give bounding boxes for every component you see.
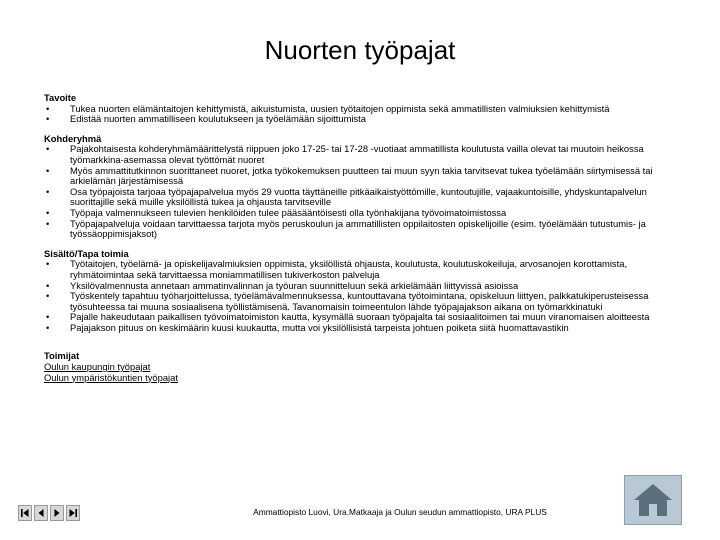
list-item-text: Edistää nuorten ammatilliseen koulutukseen ja työelämään sijoittumista [70, 113, 366, 125]
list-item [44, 166, 684, 187]
bullet-icon: • [46, 217, 50, 229]
section-heading: Toimijat [44, 350, 80, 362]
last-slide-button[interactable] [66, 505, 80, 521]
bullet-icon: • [46, 185, 50, 197]
list-item [44, 208, 684, 219]
previous-slide-button[interactable] [34, 505, 48, 521]
bullet-icon: • [46, 290, 50, 302]
previous-slide-icon [36, 508, 46, 518]
list-item [44, 219, 684, 240]
list-item-text: Tukea nuorten elämäntaitojen kehittymistä, aikuistumista, uusien työtaitojen oppimista sekä ammatillisten valmiuksien kehittymistä [70, 102, 610, 114]
section-heading: Tavoite [44, 92, 77, 103]
list-item-text: Pajajakson pituus on keskimäärin kuusi kuukautta, mutta voi yksilöllisistä tarpeista johtuen poiketa siitä huomattavastikin [70, 321, 569, 333]
list-item [44, 323, 684, 334]
list-item [44, 259, 684, 280]
slide-title: Nuorten työpajat [264, 35, 456, 65]
link-oulun-ymparistokuntien-tyopajat[interactable]: Oulun ympäristökuntien työpajat [44, 371, 178, 383]
section-tavoite [44, 93, 684, 125]
list-item [44, 187, 684, 208]
list-item-text: Työpaja valmennukseen tulevien henkilöiden tulee pääsääntöisesti olla työnhakijana työvoimatoimistossa [70, 206, 507, 218]
list-item-text: Työpajapalveluja voidaan tarvittaessa tarjota myös peruskoulun ja ammatillisten oppilaitosten opiskelijoille (esim. työelämään tutustumis- ja työssäoppimisjaksot) [70, 217, 646, 240]
home-button[interactable] [624, 475, 682, 525]
bullet-icon: • [46, 258, 50, 270]
bullet-icon: • [46, 321, 50, 333]
first-slide-button[interactable] [18, 505, 32, 521]
list-item-text: Myös ammattitutkinnon suorittaneet nuoret, jotka työkokemuksen puutteen tai muun syyn takia tarvitsevat tukea työelämään siirtymisessä tai arkielämän järjestämisessä [70, 164, 653, 187]
first-slide-icon [20, 508, 30, 518]
bullet-icon: • [46, 143, 50, 155]
bullet-icon: • [46, 206, 50, 218]
home-icon [632, 481, 674, 519]
section-heading: Kohderyhmä [44, 132, 102, 144]
bullet-icon: • [46, 311, 50, 323]
section-toimijat [44, 351, 684, 383]
list-item-text: Pajalle hakeudutaan paikallisen työvoimatoimiston kautta, kysymällä suoraan työpajalta tai sosiaalitoimen tai muun viranomaisen aloitteesta [70, 311, 650, 323]
list-item [44, 144, 684, 165]
section-kohderyhma [44, 134, 684, 240]
slide-content [44, 93, 684, 392]
link-oulun-kaupungin-tyopajat[interactable]: Oulun kaupungin työpajat [44, 361, 151, 373]
section-heading: Sisältö/Tapa toimia [44, 247, 129, 259]
list-item-text: Pajakohtaisesta kohderyhmämäärittelystä riippuen joko 17-25- tai 17-28 -vuotiaat ammatillista koulutusta vailla olevat tai muutoin heikossa työmarkkina-asemassa olevat työttömät nuoret [70, 143, 644, 165]
bullet-icon: • [46, 113, 50, 125]
list-item-text: Työtaitojen, työelämä- ja opiskelijavalmiuksien oppimista, yksilöllistä ohjausta, koulutusta, koulutuskokeiluja, arvosanojen korottamista, ryhmätoimintaa sekä tarvittaessa moniammatillisen tukiverkoston palveluja [70, 258, 628, 280]
list-item-text: Osa työpajoista tarjoaa työpajapalvelua myös 29 vuotta täyttäneille pitkäaikaistyöttömille, kuntoutujille, vajaakuntoisille, yhdyskuntapalvelun suorittajille sekä muille yksilöllistä tukea ja ohjausta tarvitseville [70, 185, 647, 208]
bullet-icon: • [46, 102, 50, 114]
list-item-text: Yksilövalmennusta annetaan ammatinvalinnan ja työuran suunnitteluun sekä arkielämään liittyvissä asioissa [70, 279, 519, 291]
bullet-icon: • [46, 279, 50, 291]
next-slide-icon [52, 508, 62, 518]
footer-credits: Ammattiopisto Luovi, Ura.Matkaaja ja Oulun seudun ammattiopisto, URA PLUS [253, 507, 547, 517]
list-item [44, 291, 684, 312]
list-item-text: Työskentely tapahtuu työharjoittelussa, työelämävalmennuksessa, kuntouttavana työtoimintana, opiskeluun liittyen, palkkatukiperusteisessa työsuhteessa tai muuna sosiaalisena työllistämisenä. Tavanomaisin toimeentulon lähde työpajajakson aikana on työmarkkinatuki [70, 290, 649, 312]
bullet-icon: • [46, 164, 50, 176]
section-sisalto [44, 249, 684, 334]
last-slide-icon [68, 508, 78, 518]
next-slide-button[interactable] [50, 505, 64, 521]
list-item [44, 114, 684, 125]
